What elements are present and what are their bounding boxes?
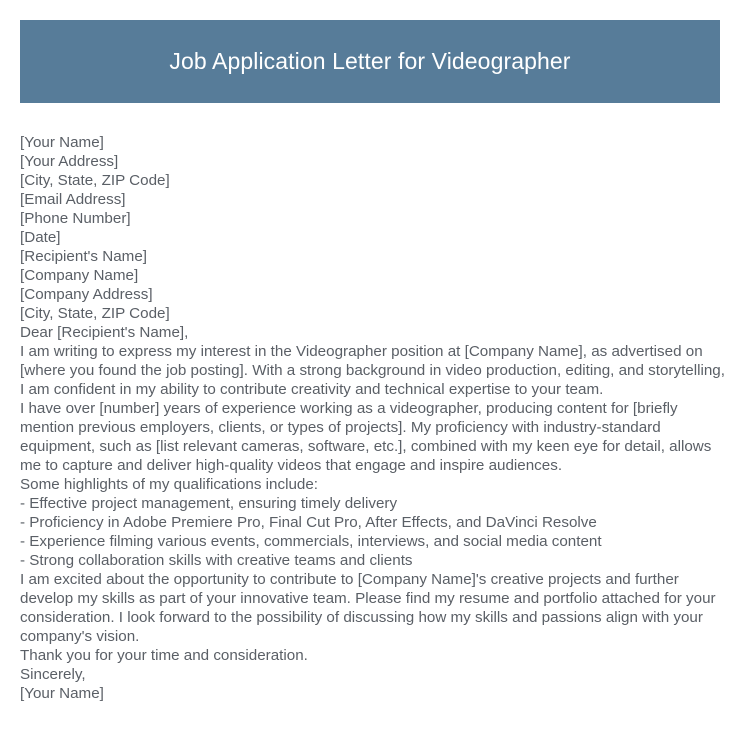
letter-line: [City, State, ZIP Code] xyxy=(20,172,170,189)
letter-line: [Your Name] xyxy=(20,685,104,702)
letter-line: I am writing to express my interest in the Videographer position at [Company Name], as advertised on [where you found the job posting]. With a strong background in video production, editing, and storytelling, I am confident in my ability to contribute creativity and technical expertise to your team. xyxy=(20,343,725,398)
letter-line: - Experience filming various events, commercials, interviews, and social media content xyxy=(20,533,602,550)
letter-line: - Proficiency in Adobe Premiere Pro, Final Cut Pro, After Effects, and DaVinci Resolve xyxy=(20,514,597,531)
letter-line: [Your Address] xyxy=(20,153,119,170)
letter-line: [Date] xyxy=(20,229,61,246)
letter-line: - Effective project management, ensuring timely delivery xyxy=(20,495,398,512)
letter-line: [Recipient's Name] xyxy=(20,248,147,265)
letter-line: [Company Name] xyxy=(20,267,139,284)
letter-line: I am excited about the opportunity to contribute to [Company Name]'s creative projects and further develop my skills as part of your innovative team. Please find my resume and portfolio attached for your consideration. I look forward to the possibility of discussing how my skills and passions align with your company's vision. xyxy=(20,571,716,645)
letter-line: - Strong collaboration skills with creative teams and clients xyxy=(20,552,413,569)
letter-line: Some highlights of my qualifications include: xyxy=(20,476,319,493)
letter-line: [City, State, ZIP Code] xyxy=(20,305,170,322)
letter-header-banner xyxy=(20,20,720,103)
letter-line: [Your Name] xyxy=(20,134,104,151)
letter-line: [Phone Number] xyxy=(20,210,131,227)
letter-line: [Company Address] xyxy=(20,286,153,303)
letter-line: Sincerely, xyxy=(20,666,86,683)
letter-line: Thank you for your time and consideration. xyxy=(20,647,308,664)
letter-body xyxy=(20,133,726,703)
letter-line: Dear [Recipient's Name], xyxy=(20,324,189,341)
letter-line: I have over [number] years of experience working as a videographer, producing content for [briefly mention previous employers, clients, or types of projects]. My proficiency with industry-standard equipment, such as [list relevant cameras, software, etc.], combined with my keen eye for detail, allows me to capture and deliver high-quality videos that engage and inspire audiences. xyxy=(20,400,712,474)
letter-line: [Email Address] xyxy=(20,191,126,208)
letter-title: Job Application Letter for Videographer xyxy=(169,47,571,74)
